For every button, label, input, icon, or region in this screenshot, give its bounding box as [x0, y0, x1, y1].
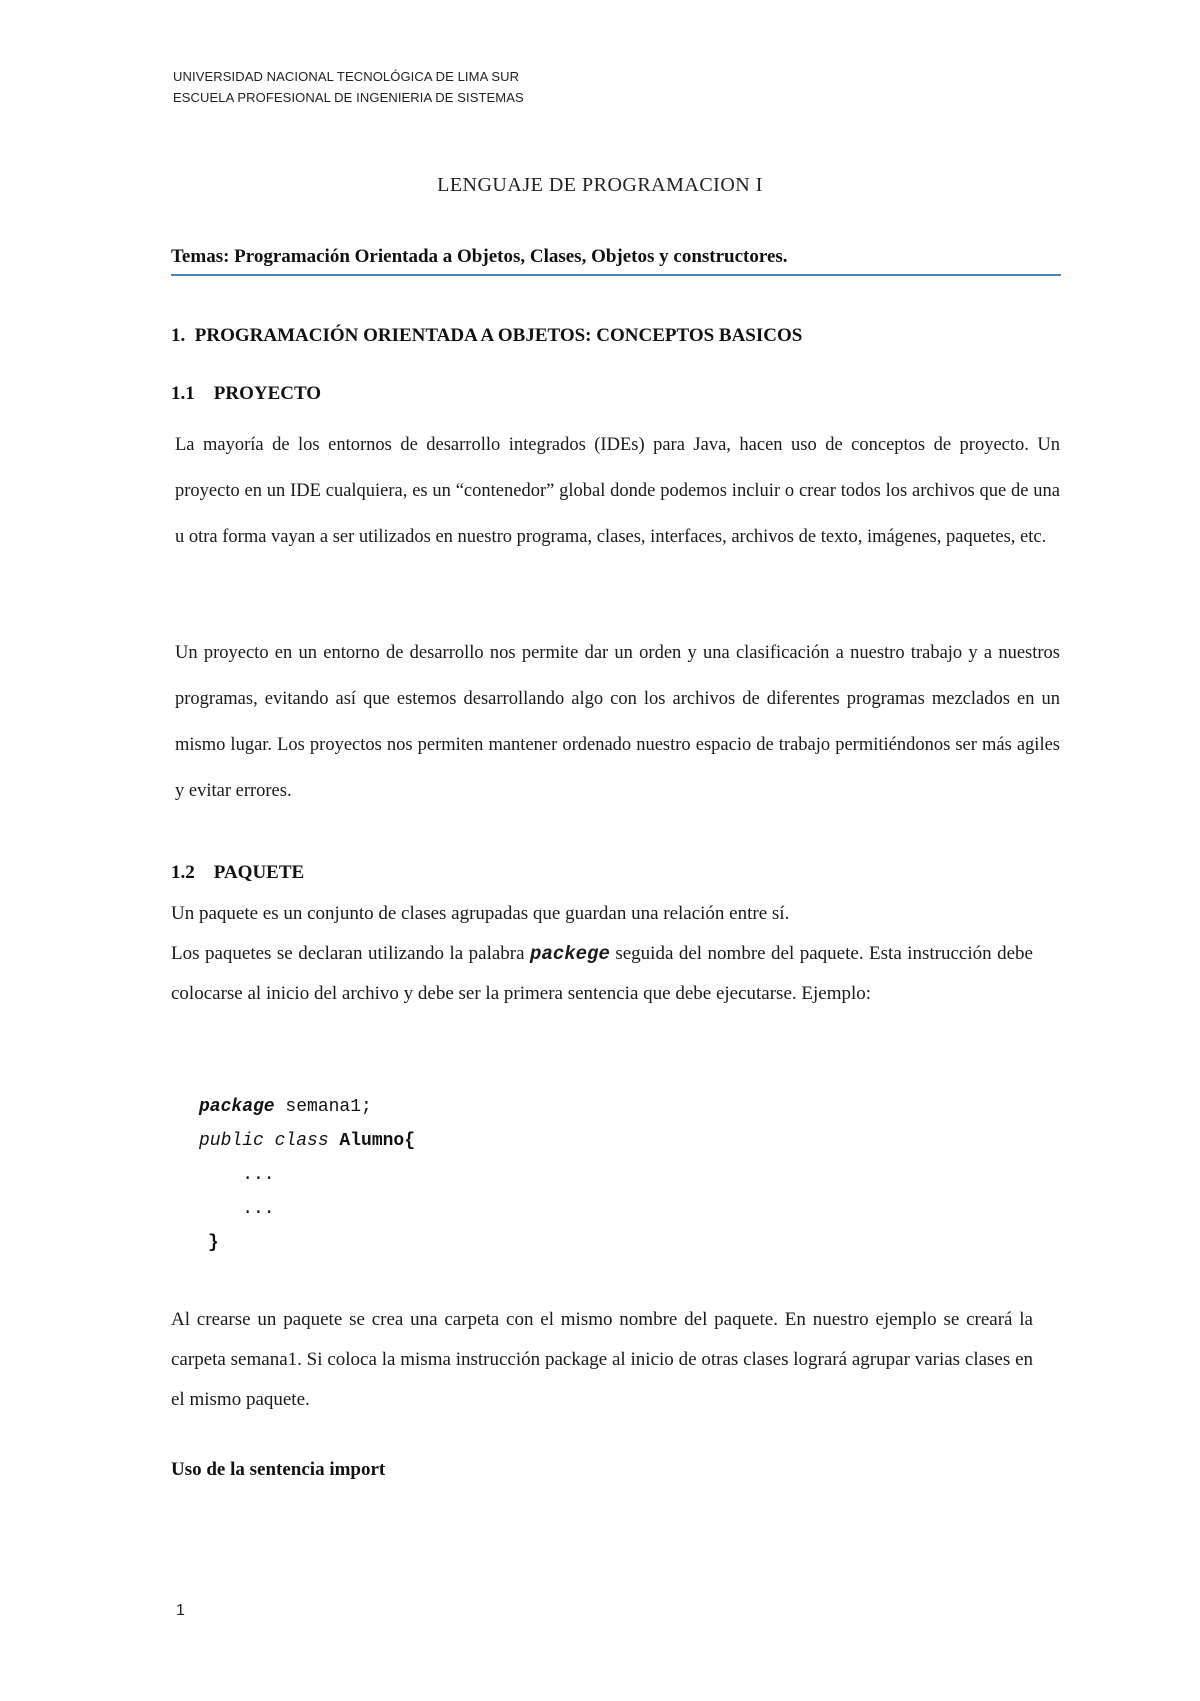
code-line-package: [199, 1090, 415, 1124]
code-keyword-package: package: [199, 1097, 275, 1117]
code-line-dots-2: ...: [199, 1199, 275, 1219]
paquete-intro: Un paquete es un conjunto de clases agrupadas que guardan una relación entre sí.: [171, 903, 790, 924]
declaration-text-before: Los paquetes se declaran utilizando la palabra: [171, 943, 531, 964]
proyecto-paragraph-2: Un proyecto en un entorno de desarrollo nos permite dar un orden y una clasificación a nuestro trabajo y a nuestros programas, evitando así que estemos desarrollando algo con los archivos de diferentes programas mezclados en un mismo lugar. Los proyectos nos permiten mantener ordenado nuestro espacio de trabajo permitiéndonos ser más agiles y evitar errores.: [175, 643, 1060, 801]
section-1-1-title: PROYECTO: [213, 383, 322, 404]
section-1-2-title: PAQUETE: [213, 862, 305, 883]
code-package-name: semana1;: [274, 1097, 372, 1117]
import-subheading: Uso de la sentencia import: [171, 1459, 386, 1480]
declaration-keyword: packege: [530, 943, 610, 965]
section-1-title: PROGRAMACIÓN ORIENTADA A OBJETOS: CONCEPTOS BASICOS: [194, 325, 803, 346]
code-example: [199, 1090, 415, 1260]
code-line-close: }: [208, 1233, 219, 1253]
section-1-1-heading: [171, 383, 321, 405]
topics-line: Temas: Programación Orientada a Objetos, Clases, Objetos y constructores.: [171, 246, 1061, 276]
section-1-number: 1.: [171, 325, 186, 346]
paquete-declaration-paragraph: [171, 934, 1033, 1014]
proyecto-paragraph-1: La mayoría de los entornos de desarrollo integrados (IDEs) para Java, hacen uso de conceptos de proyecto. Un proyecto en un IDE cualquiera, es un “contenedor” global donde podemos incluir o crear todos los archivos que de una u otra forma vayan a ser utilizados en nuestro programa, clases, interfaces, archivos de texto, imágenes, paquetes, etc.: [175, 435, 1060, 547]
code-keyword-public-class: public class: [199, 1131, 329, 1151]
section-1-2-number: 1.2: [171, 862, 195, 883]
after-code-paragraph: Al crearse un paquete se crea una carpeta con el mismo nombre del paquete. En nuestro ejemplo se creará la carpeta semana1. Si coloca la misma instrucción package al inicio de otras clases logrará agrupar varias clases en el mismo paquete.: [171, 1309, 1033, 1410]
header-university: UNIVERSIDAD NACIONAL TECNOLÓGICA DE LIMA SUR: [173, 69, 520, 84]
section-1-1-number: 1.1: [171, 383, 195, 404]
code-line-dots-1: ...: [199, 1165, 275, 1185]
code-class-name: Alumno{: [328, 1131, 416, 1151]
section-1-2-heading: [171, 862, 304, 884]
page-number: 1: [176, 1602, 185, 1619]
section-1-heading: [171, 325, 802, 347]
code-line-class: [199, 1124, 415, 1158]
header-school: ESCUELA PROFESIONAL DE INGENIERIA DE SISTEMAS: [173, 90, 524, 105]
declaration-text-after: seguida del nombre del paquete. Esta instrucción debe colocarse al inicio del archivo y debe ser la primera sentencia que debe ejecutarse. Ejemplo:: [171, 943, 1033, 1004]
document-title: LENGUAJE DE PROGRAMACION I: [437, 174, 763, 196]
